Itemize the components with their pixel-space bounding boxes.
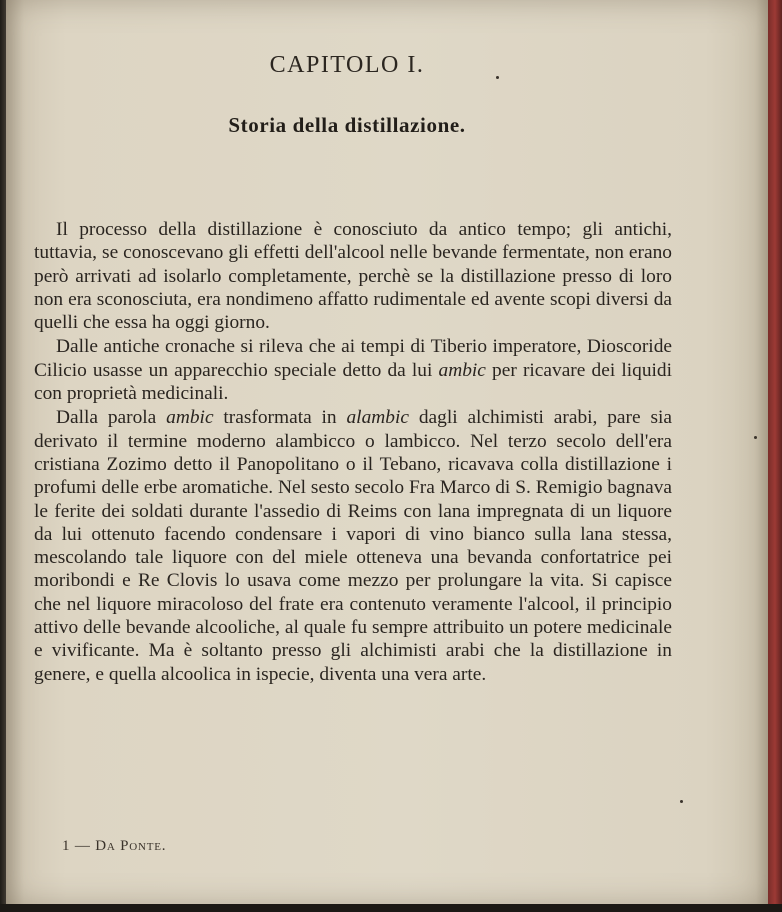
body-text (34, 218, 672, 686)
paragraph-text: Dalle antiche cronache si rileva che ai tempi di Tiberio imperatore, Dioscoride Cilicio usasse un apparecchio speciale detto da lui (34, 336, 672, 381)
book-spine (768, 0, 782, 912)
paragraph-text: Il processo della distillazione è conosciuto da antico tempo; gli antichi, tuttavia, se conoscevano gli effetti dell'alcool nelle bevande fermentate, non erano però arrivati ad isolarlo completamente, perchè se la distillazione presso di loro non era sconosciuta, era nondimeno affatto rudimentale ed avente scopi diversi da quelli che essa ha oggi giorno. (34, 219, 672, 334)
paper-speck (496, 76, 499, 79)
paragraph-text: dagli alchimisti arabi, pare sia derivato il termine moderno alambicco o lambicco. Nel terzo secolo dell'era cristiana Zozimo detto il Panopolitano o il Tebano, ricavava colla distillazione i profumi delle erbe aromatiche. Nel sesto secolo Fra Marco di S. Remigio bagnava le ferite dei soldati durante l'assedio di Reims con lana impregnata di un liquore da lui ottenuto facendo condensare i vapori di vino bianco sulla lana stessa, mescolando tale liquore con del miele otteneva una bevanda confortatrice pei moribondi e Re Clovis lo usava come mezzo per prolungare la vita. Si capisce che nel liquore miracoloso del frate era contenuto veramente l'alcool, il principio attivo delle bevande alcooliche, al quale fu sempre attribuito un potere medicinale e vivificante. Ma è soltanto presso gli alchimisti arabi che la distillazione in genere, e quella alcoolica in ispecie, diventa una vera arte. (34, 407, 672, 685)
chapter-title: CAPITOLO I. (269, 52, 425, 78)
book-page (6, 0, 768, 906)
italic-term: ambic (166, 407, 214, 429)
paper-speck (680, 800, 683, 803)
page-bottom-edge (0, 904, 782, 912)
italic-term: ambic (438, 359, 486, 381)
paragraph-2 (34, 335, 672, 405)
paper-speck (754, 436, 757, 439)
paragraph-1 (34, 218, 672, 334)
italic-term: alambic (346, 407, 409, 429)
paragraph-3 (34, 406, 672, 686)
paragraph-text: Dalla parola (56, 407, 167, 429)
section-title: Storia della distillazione. (228, 113, 466, 137)
footer-signature: 1 — Da Ponte. (62, 838, 167, 854)
paragraph-text: per ricavare dei liquidi con proprietà medicinali. (34, 359, 672, 405)
paragraph-text: trasformata in (213, 407, 347, 429)
